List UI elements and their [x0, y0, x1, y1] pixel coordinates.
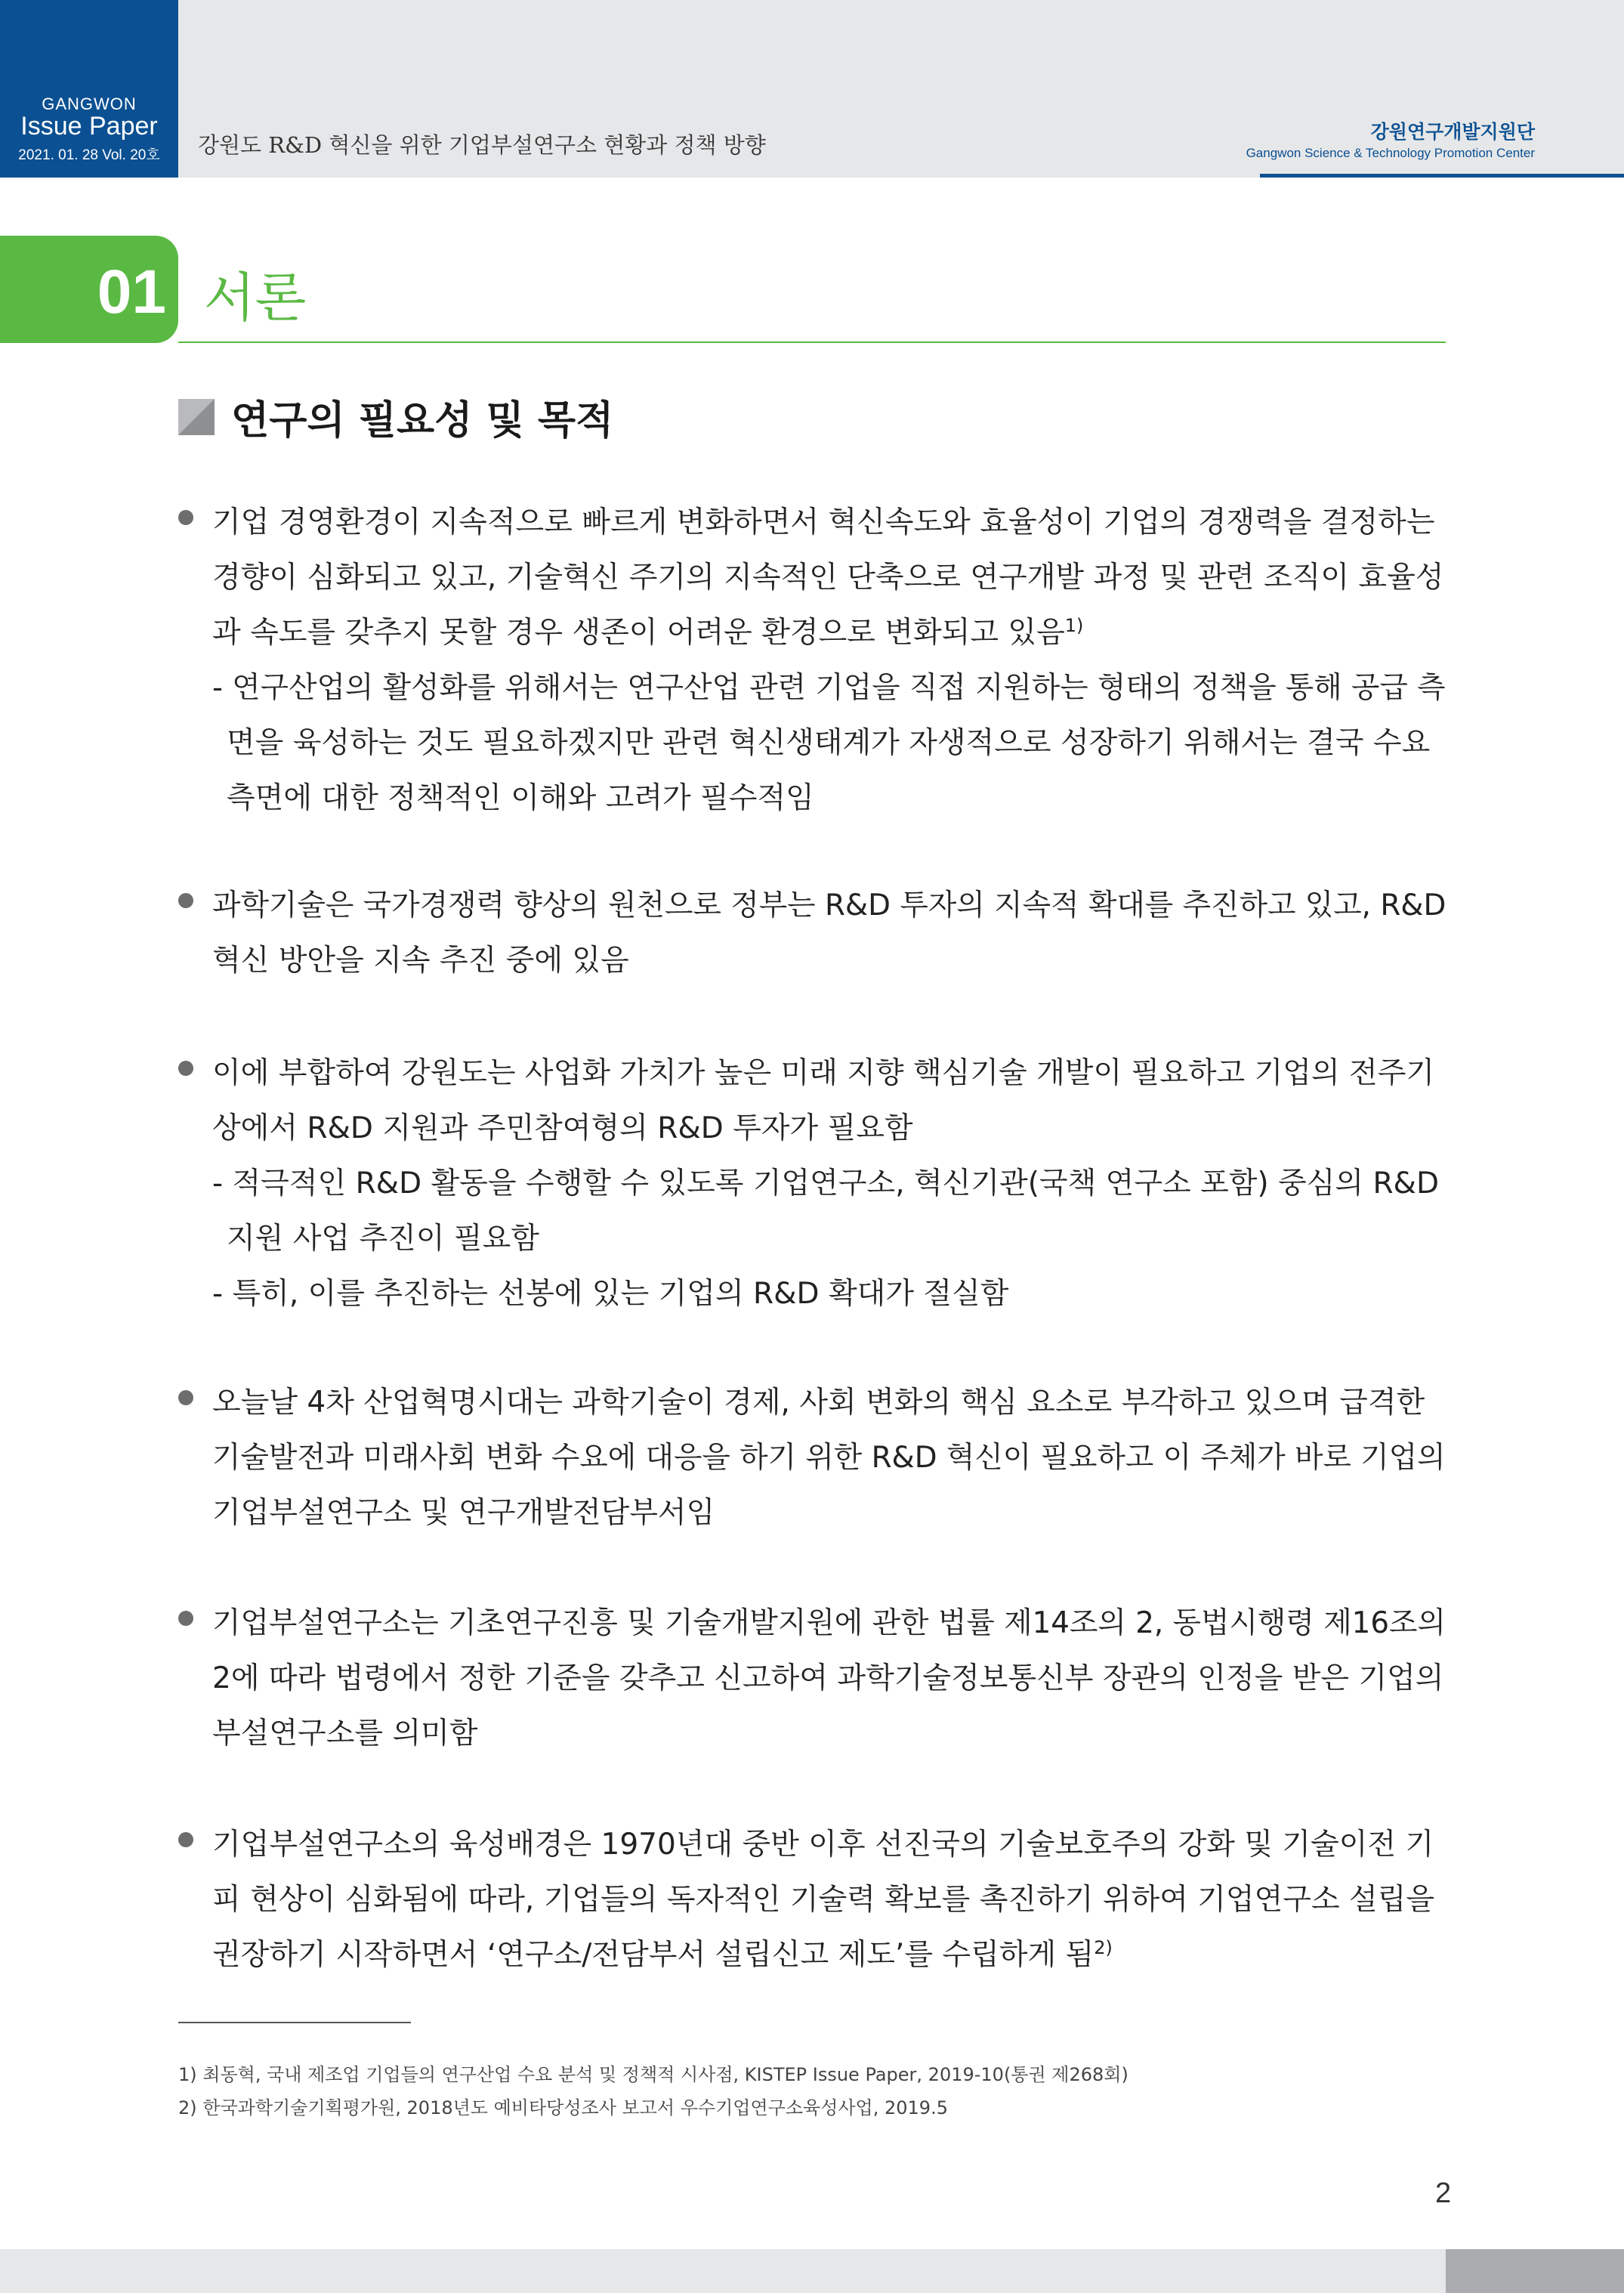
footnote-divider — [178, 2022, 411, 2023]
paragraph-5-line-1: 기업부설연구소는 기초연구진흥 및 기술개발지원에 관한 법률 제14조의 2, 동법시행령 제16조의 — [212, 1606, 1446, 1640]
footnote-1: 1) 최동혁, 국내 제조업 기업들의 연구산업 수요 분석 및 정책적 시사점, KISTEP Issue Paper, 2019-10(통권 제268회) — [178, 2064, 1128, 2085]
paragraph-1-line-3: 과 속도를 갖추지 못할 경우 생존이 어려운 환경으로 변화되고 있음$^{1)}$ — [212, 615, 1084, 650]
paragraph-3-sub-line-1: - 적극적인 R&D 활동을 수행할 수 있도록 기업연구소, 혁신기관(국책 연구소 포함) 중심의 R&D — [212, 1167, 1439, 1201]
paragraph-3-sub-line-2: 지원 사업 추진이 필요함 — [227, 1222, 539, 1256]
paragraph-2-line-1: 과학기술은 국가경쟁력 향상의 원천으로 정부는 R&D 투자의 지속적 확대를 추진하고 있고, R&D — [212, 888, 1446, 922]
organization-name-en: Gangwon Science & Technology Promotion Center — [1246, 146, 1535, 160]
section-number: 01 — [97, 258, 166, 326]
section-divider — [178, 341, 1446, 343]
brand-issue-paper: Issue Paper — [20, 112, 158, 141]
brand-gangwon: GANGWON — [42, 94, 137, 113]
brand-date-volume: 2021. 01. 28 Vol. 20호 — [18, 147, 160, 163]
footnote-ref-1[interactable]: 1) — [1064, 615, 1084, 636]
gray-square-icon — [178, 399, 215, 435]
paragraph-6-line-3: 권장하기 시작하면서 ‘연구소/전담부서 설립신고 제도’를 수립하게 됨$^{2)}$ — [212, 1937, 1113, 1972]
paragraph-1-sub-line-1: - 연구산업의 활성화를 위해서는 연구산업 관련 기업을 직접 지원하는 형태의 정책을 통해 공급 측 — [212, 671, 1446, 705]
footnote-2: 2) 한국과학기술기획평가원, 2018년도 예비타당성조사 보고서 우수기업연구소육성사업, 2019.5 — [178, 2097, 948, 2118]
bullet-icon — [178, 1061, 193, 1076]
paragraph-3-sub-line-3: - 특히, 이를 추진하는 선봉에 있는 기업의 R&D 확대가 절실함 — [212, 1277, 1009, 1311]
issue-paper-logo — [0, 0, 178, 178]
page-number: 2 — [1435, 2177, 1452, 2209]
section-title: 서론 — [204, 267, 307, 329]
footnote-ref-2[interactable]: 2) — [1094, 1937, 1113, 1958]
paragraph-5-line-3: 부설연구소를 의미함 — [212, 1717, 478, 1751]
bullet-icon — [178, 1611, 193, 1626]
organization-name-ko: 강원연구개발지원단 — [1370, 121, 1535, 143]
bullet-icon — [178, 1390, 193, 1405]
paragraph-4-line-2: 기술발전과 미래사회 변화 수요에 대응을 하기 위한 R&D 혁신이 필요하고 이 주체가 바로 기업의 — [212, 1441, 1446, 1475]
bullet-icon — [178, 1832, 193, 1847]
footer-bar — [0, 2249, 1624, 2293]
paragraph-1-sub-line-3: 측면에 대한 정책적인 이해와 고려가 필수적임 — [227, 781, 814, 815]
paragraph-6-line-1: 기업부설연구소의 육성배경은 1970년대 중반 이후 선진국의 기술보호주의 강화 및 기술이전 기 — [212, 1828, 1434, 1862]
paragraph-1-line-2: 경향이 심화되고 있고, 기술혁신 주기의 지속적인 단축으로 연구개발 과정 및 관련 조직이 효율성 — [212, 561, 1444, 595]
bullet-icon — [178, 893, 193, 908]
paragraph-5-line-2: 2에 따라 법령에서 정한 기준을 갖추고 신고하여 과학기술정보통신부 장관의 인정을 받은 기업의 — [212, 1661, 1444, 1695]
paragraph-1-line-1: 기업 경영환경이 지속적으로 빠르게 변화하면서 혁신속도와 효율성이 기업의 경쟁력을 결정하는 — [212, 505, 1435, 539]
paragraph-3-line-2: 상에서 R&D 지원과 주민참여형의 R&D 투자가 필요함 — [212, 1111, 913, 1145]
bullet-icon — [178, 510, 193, 525]
paragraph-4-line-1: 오늘날 4차 산업혁명시대는 과학기술이 경제, 사회 변화의 핵심 요소로 부각하고 있으며 급격한 — [212, 1386, 1425, 1420]
paragraph-2-line-2: 혁신 방안을 지속 추진 중에 있음 — [212, 944, 629, 978]
document-title: 강원도 R&D 혁신을 위한 기업부설연구소 현황과 정책 방향 — [198, 132, 766, 158]
subheading-title: 연구의 필요성 및 목적 — [231, 398, 614, 443]
organization-underline — [1260, 174, 1624, 178]
paragraph-4-line-3: 기업부설연구소 및 연구개발전담부서임 — [212, 1496, 715, 1530]
paragraph-6-line-2: 피 현상이 심화됨에 따라, 기업들의 독자적인 기술력 확보를 촉진하기 위하여 기업연구소 설립을 — [212, 1883, 1435, 1917]
paragraph-3-line-1: 이에 부합하여 강원도는 사업화 가치가 높은 미래 지향 핵심기술 개발이 필요하고 기업의 전주기 — [212, 1056, 1435, 1090]
footer-accent-block — [1446, 2249, 1624, 2293]
paragraph-1-sub-line-2: 면을 육성하는 것도 필요하겠지만 관련 혁신생태계가 자생적으로 성장하기 위해서는 결국 수요 — [227, 726, 1431, 760]
